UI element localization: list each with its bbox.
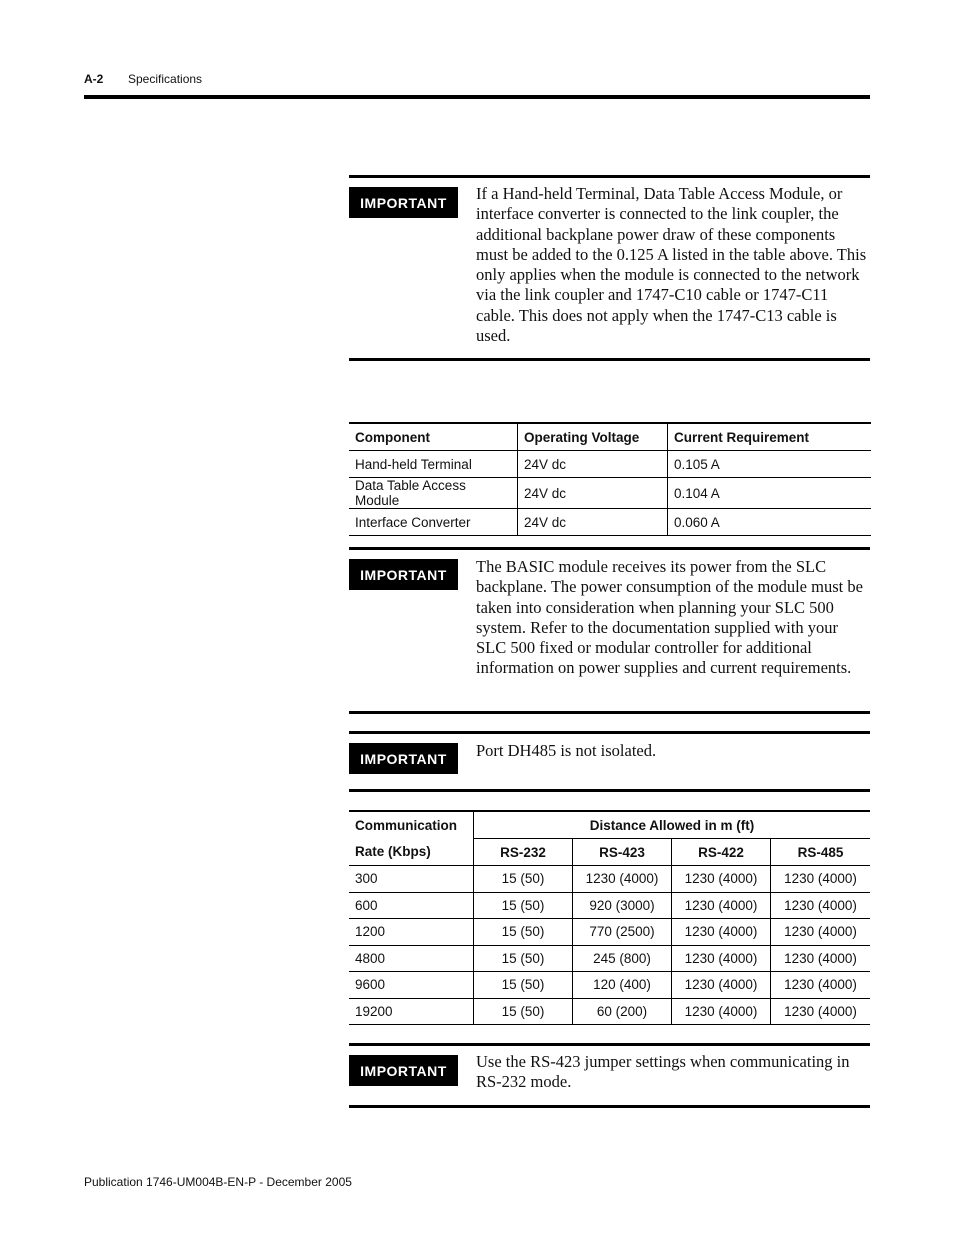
table-cell: 1230 (4000) [672,892,771,919]
table-row [349,509,871,536]
important-2-top-rule [349,547,870,550]
table-cell: 1230 (4000) [771,945,871,972]
table-header-row [349,423,871,451]
table-cell: 770 (2500) [573,919,672,946]
table-cell: 1230 (4000) [672,866,771,893]
publication-footer: Publication 1746-UM004B-EN-P - December 2005 [84,1175,352,1189]
table-cell: 15 (50) [474,866,573,893]
table-row [349,998,870,1025]
table-cell: 24V dc [518,451,668,478]
table-cell: 920 (3000) [573,892,672,919]
table-cell: 60 (200) [573,998,672,1025]
important-3-badge: IMPORTANT [349,743,458,774]
table-cell: 1230 (4000) [672,945,771,972]
page-number: A-2 [84,72,104,86]
column-header: Current Requirement [668,423,872,451]
important-2-text: The BASIC module receives its power from the SLC backplane. The power consumption of the module must be taken into consideration when planning your SLC 500 system. Refer to the documentation supplied with your SLC 500 fixed or modular controller for additional information on power supplies and current requirements. [476,557,863,678]
table-cell: 1230 (4000) [771,998,871,1025]
group-header: Distance Allowed in m (ft) [474,811,871,839]
table-row [349,478,871,509]
header-rule [84,95,870,99]
important-3-text: Port DH485 is not isolated. [476,741,657,760]
column-header: Component [349,423,518,451]
table-cell: 24V dc [518,509,668,536]
table-cell: 1230 (4000) [771,866,871,893]
table-cell: 15 (50) [474,919,573,946]
important-4-bottom-rule [349,1105,870,1108]
table-cell: 600 [349,892,474,919]
important-3-bottom-rule [349,789,870,792]
column-header: RS-485 [771,839,871,866]
important-1-bottom-rule [349,358,870,361]
table-cell: 15 (50) [474,945,573,972]
table-cell: 245 (800) [573,945,672,972]
table-cell: 0.104 A [668,478,872,509]
table-cell: 300 [349,866,474,893]
important-1-top-rule [349,175,870,178]
table-cell: 1230 (4000) [672,972,771,999]
table-row [349,972,870,999]
important-4-badge: IMPORTANT [349,1055,458,1086]
table-cell: 0.060 A [668,509,872,536]
distance-table [349,810,870,1025]
table-cell: 9600 [349,972,474,999]
important-3-top-rule [349,731,870,734]
column-header: Communication [349,811,474,839]
table-cell: 1230 (4000) [672,998,771,1025]
power-requirements-table [349,422,871,536]
table-cell: 15 (50) [474,998,573,1025]
table-cell: 1230 (4000) [771,919,871,946]
column-header: RS-422 [672,839,771,866]
table-cell: 19200 [349,998,474,1025]
table-cell: 24V dc [518,478,668,509]
important-2-bottom-rule [349,711,870,714]
table-row [349,945,870,972]
table-cell: 1230 (4000) [771,972,871,999]
column-header: Operating Voltage [518,423,668,451]
table-cell: 1230 (4000) [573,866,672,893]
section-title: Specifications [128,72,203,86]
table-row [349,919,870,946]
important-1-badge: IMPORTANT [349,187,458,218]
table-cell: 15 (50) [474,972,573,999]
important-2-badge: IMPORTANT [349,559,458,590]
table-cell: Data Table Access Module [349,478,518,509]
table-cell: 1230 (4000) [672,919,771,946]
column-header: Rate (Kbps) [349,839,474,866]
page-header [84,72,203,86]
table-row [349,892,870,919]
table-cell: 120 (400) [573,972,672,999]
table-row [349,866,870,893]
table-row [349,451,871,478]
table-header-row [349,811,870,839]
column-header: RS-423 [573,839,672,866]
table-cell: 15 (50) [474,892,573,919]
important-4-text: Use the RS-423 jumper settings when communicating in RS-232 mode. [476,1052,850,1092]
important-4-top-rule [349,1043,870,1046]
table-cell: 4800 [349,945,474,972]
table-cell: Hand-held Terminal [349,451,518,478]
table-cell: 1230 (4000) [771,892,871,919]
table-cell: 1200 [349,919,474,946]
column-header: RS-232 [474,839,573,866]
important-1-text: If a Hand-held Terminal, Data Table Access Module, or interface converter is connected to the link coupler, the additional backplane power draw of these components must be added to the 0.125 A listed in the table above. This only applies when the module is connected to the network via the link coupler and 1747-C10 cable or 1747-C11 cable. This does not apply when the 1747-C13 cable is used. [476,184,867,346]
table-cell: 0.105 A [668,451,872,478]
table-header-row [349,839,870,866]
table-cell: Interface Converter [349,509,518,536]
